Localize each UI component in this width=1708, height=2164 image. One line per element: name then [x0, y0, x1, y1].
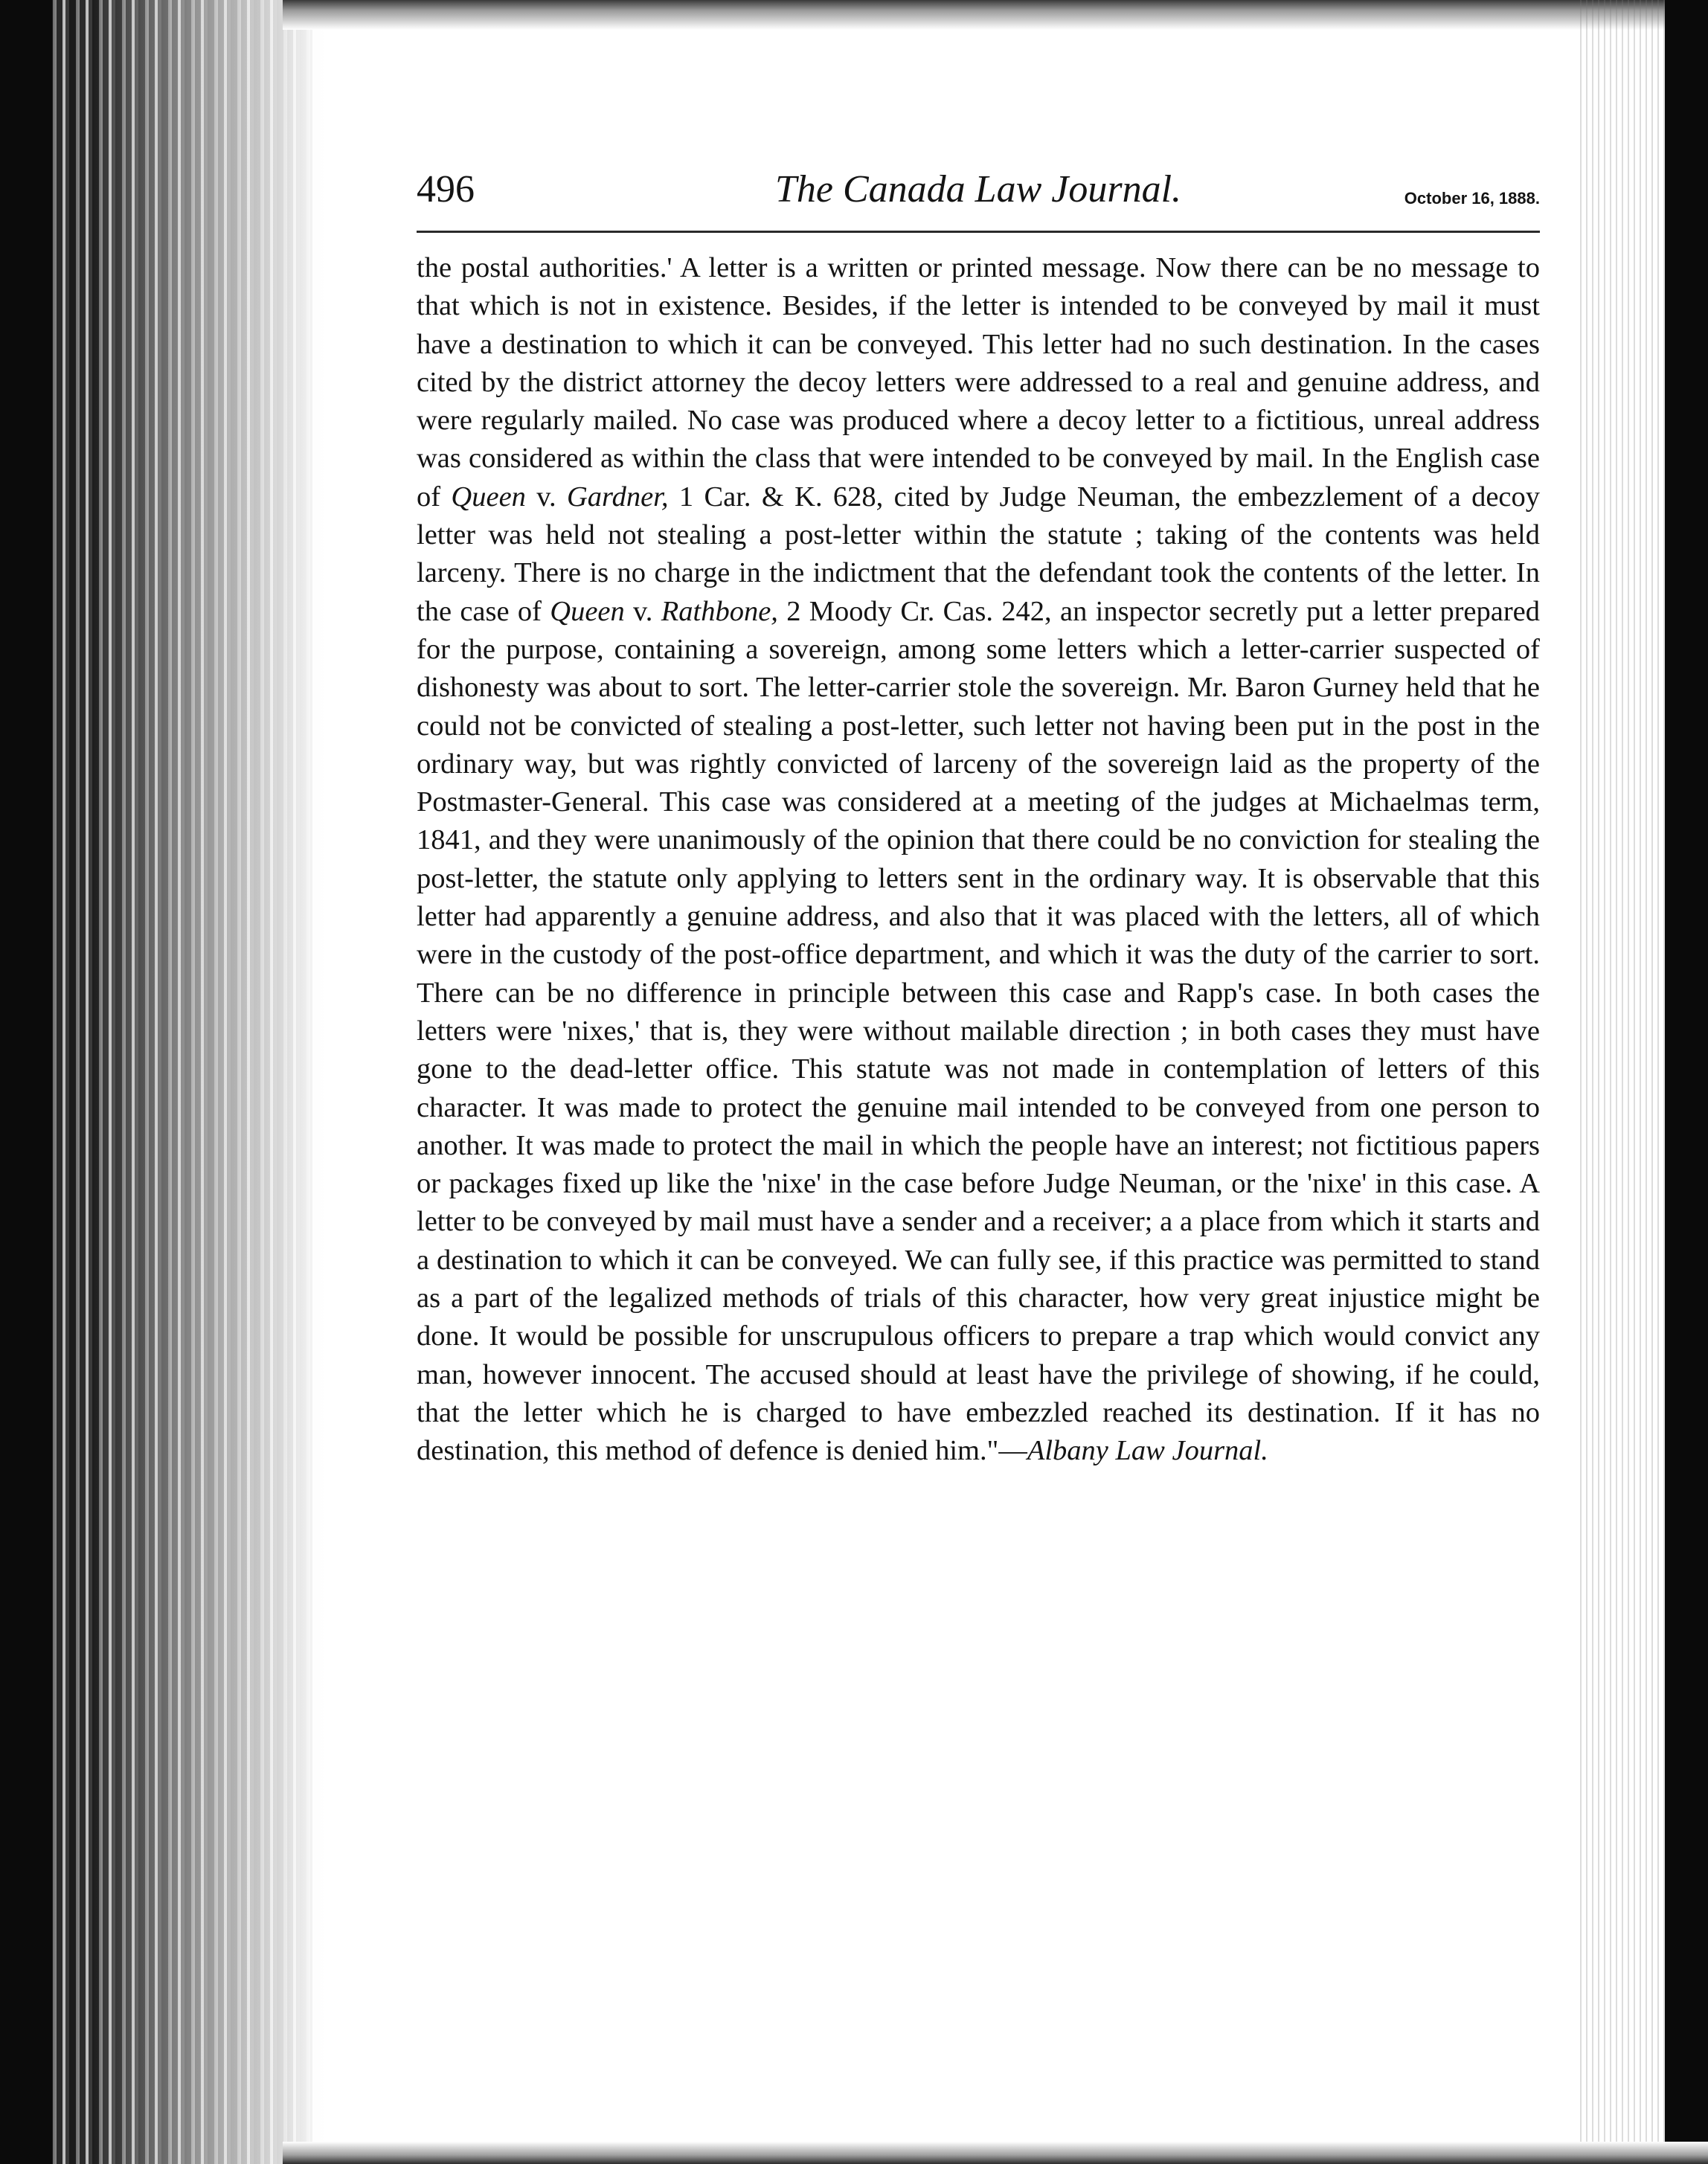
scan-shadow-right	[1665, 0, 1708, 2164]
text-run: 2 Moody Cr. Cas. 242, an inspector secretly put a letter prepared for the purpose, containing a sovereign, among some letters which a letter-carrier suspected of dishonesty was about to sort. The letter-carrier stole the sovereign. Mr. Baron Gurney held that he could not be convicted of stealing a post-letter, such letter not having been put in the post in the ordinary way, but was rightly convicted of larceny of the sovereign laid as the property of the Postmaster-General. This case was considered at a meeting of the judges at Michaelmas term, 1841, and they were unanimously of the opinion that there could be no conviction for stealing the post-letter, the statute only applying to letters sent in the ordinary way. It is observable that this letter had apparently a genuine address, and also that it was placed with the letters, all of which were in the custody of the post-office department, and which it was the duty of the carrier to sort. There can be no difference in principle between this case and Rapp's case. In both cases the letters were 'nixes,' that is, they were without mailable direction ; in both cases they must have gone to the dead-letter office. This statute was not made in contemplation of letters of this character. It was made to protect the genuine mail intended to be conveyed from one person to another. It was made to protect the mail in which the people have an interest; not fictitious papers or packages fixed up like the 'nixe' in the case before Judge Neuman, or the 'nixe' in this case. A letter to be conveyed by mail must have a sender and a receiver; a a place from which it starts and a destination to which it can be conveyed. We can fully see, if this practice was permitted to stand as a part of the legalized methods of trials of this character, how very great injustice might be done. It would be possible for unscrupulous officers to prepare a trap which would convict any man, however innocent. The accused should at least have the privilege of showing, if he could, that the letter which he is charged to have embezzled reached its destination. If it has no destination, this method of defence is denied him."—	[417, 595, 1540, 1467]
case-name: Queen	[550, 595, 625, 627]
source-citation: Albany Law Journal.	[1027, 1435, 1268, 1467]
article-paragraph	[417, 249, 1540, 1471]
scan-shadow-bottom	[283, 2142, 1708, 2164]
journal-page	[417, 156, 1540, 1471]
journal-title: The Canada Law Journal.	[774, 168, 1182, 211]
issue-date: October 16, 1888.	[1404, 189, 1540, 208]
page-edge-right	[1576, 0, 1665, 2164]
text-run: the postal authorities.' A letter is a written or printed message. Now there can be no message to that which is not in existence. Besides, if the letter is intended to be conveyed by mail it must have a destination to which it can be conveyed. This letter had no such destination. In the cases cited by the district attorney the decoy letters were addressed to a real and genuine address, and were regularly mailed. No case was produced where a decoy letter to a fictitious, unreal address was considered as within the class that were intended to be conveyed by mail. In the English case of	[417, 252, 1540, 513]
case-name: Gardner,	[566, 481, 669, 513]
case-name: Rathbone,	[661, 595, 778, 627]
scan-shadow-top	[283, 0, 1708, 30]
binding-fade	[89, 0, 327, 2164]
text-run: v.	[624, 595, 661, 627]
scan-shadow-left	[0, 0, 52, 2164]
text-run: v.	[525, 481, 567, 513]
case-name: Queen	[451, 481, 526, 513]
text-run: 1 Car. & K. 628, cited by Judge Neuman, the embezzlement of a decoy letter was held not stealing a post-letter within the statute ; taking of the contents was held larceny. There is no charge in the indictment that the defendant took the contents of the letter. In the case of	[417, 481, 1541, 627]
page-number: 496	[417, 168, 475, 211]
page-header	[417, 156, 1540, 223]
header-rule	[417, 231, 1540, 233]
